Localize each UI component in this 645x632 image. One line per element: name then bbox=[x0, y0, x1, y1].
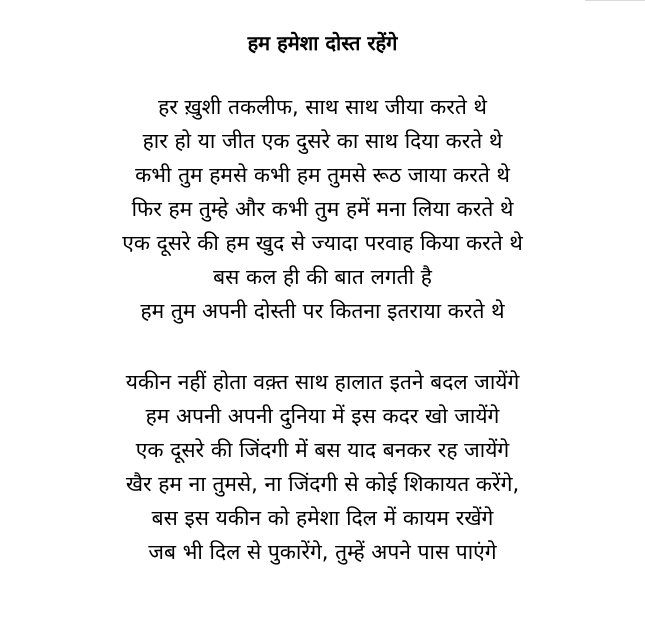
stanza-1 bbox=[0, 90, 645, 328]
poem-line: फिर हम तुम्हे और कभी तुम हमें मना लिया करते थे bbox=[131, 197, 514, 221]
stanza-2 bbox=[0, 365, 645, 569]
poem-line: बस कल ही की बात लगती है bbox=[213, 265, 432, 289]
poem-line: यकीन नहीं होता वक़्त साथ हालात इतने बदल जायेंगे bbox=[125, 370, 520, 394]
poem-line: हम तुम अपनी दोस्ती पर कितना इतराया करते थे bbox=[140, 299, 505, 323]
poem-title: हम हमेशा दोस्त रहेंगे bbox=[247, 31, 398, 55]
poem-line: बस इस यकीन को हमेशा दिल में कायम रखेंगे bbox=[151, 506, 494, 530]
poem-line: हर ख़ुशी तकलीफ, साथ साथ जीया करते थे bbox=[158, 95, 487, 119]
poem-line: खैर हम ना तुमसे, ना जिंदगी से कोई शिकायत करेंगे, bbox=[125, 472, 520, 496]
top-divider bbox=[585, 0, 645, 1]
poem bbox=[0, 28, 645, 569]
poem-line: हम अपनी अपनी दुनिया में इस कदर खो जायेंगे bbox=[145, 404, 500, 428]
poem-line: एक दूसरे की जिंदगी में बस याद बनकर रह जायेंगे bbox=[135, 438, 510, 462]
poem-line: हार हो या जीत एक दुसरे का साथ दिया करते थे bbox=[142, 129, 503, 153]
poem-line: कभी तुम हमसे कभी हम तुमसे रूठ जाया करते थे bbox=[135, 163, 510, 187]
poem-line: जब भी दिल से पुकारेंगे, तुम्हें अपने पास पाएंगे bbox=[148, 540, 497, 564]
poem-line: एक दूसरे की हम खुद से ज्यादा परवाह किया करते थे bbox=[122, 231, 523, 255]
